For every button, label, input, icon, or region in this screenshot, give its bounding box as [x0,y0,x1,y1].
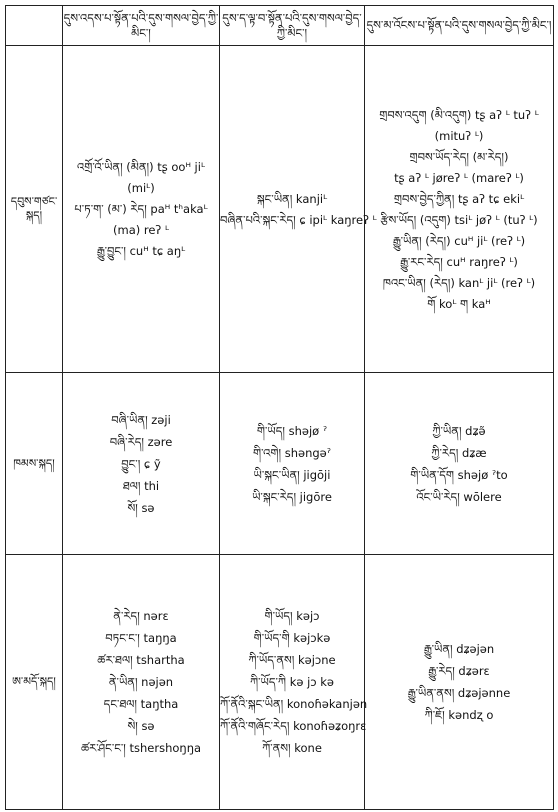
entry: སྐང་ཡིན། kanjiᴸ [256,191,328,206]
entry: (miᴸ) [127,181,155,195]
entry: བཞིན་པའི་སྐང་རེད། ɕ ipiᴸ kaŋreʔ ᴸ [220,212,377,227]
row-label-utsang: དབུས་གཙང་སྐད། [6,46,63,373]
entry: རྒྱུ་བྱུང་། cuᴴ tɕ aŋᴸ [96,244,186,258]
header-row [6,6,554,46]
entry: ཀི་ཡོད་ཀི kə jɔ kə [250,675,334,689]
entry: དང་ཐལ། taŋtha [103,697,179,711]
entry: ཚར་ཐལ། tshartha [97,653,185,667]
entry: སེ། sə [127,719,155,733]
cell-utsang-present [220,46,377,373]
entry: ཀི་ཡོད་ནས། kəjɔne [248,653,336,667]
entry: གོ koᴸ ག kaᴴ [427,296,491,311]
entry: ཡི་སྐང་རེད། jigōre [252,489,332,504]
entry: བཞི་རེད། zəre [109,434,173,449]
entry: ཀོ་ནོའི་གཞོང་རེད། konoɦəʑoŋrɛ [220,719,367,733]
entry: ཚར་ཤོང་ང་། tshershoŋŋa [80,741,202,755]
entry: གི་འགེ། shəngəˀ [253,445,331,460]
entry: ཀི་ཇོ། kəndʐ o [424,708,494,722]
entry: ནེ་རེད། nərɛ [113,609,169,623]
entry: ཀོ་ནས། kone [262,741,322,755]
header-past: དུས་འདས་པ་སྟོན་པའི་དུས་གསལ་བྱེད་ཀྱི་མིང་། [63,6,220,46]
entry: tʂ aʔ ᴸ jøreʔ ᴸ (mareʔ ᴸ) [394,170,524,185]
cell-kham-past [63,373,220,555]
row-kham [6,373,554,555]
cell-amdo-past [63,555,220,810]
corner-cell [6,6,63,46]
entry: ཀྱི་རེད། dʑæ [431,445,487,460]
entry: རྒྱུ་ཡིན། (རེད།) cuᴴ jiᴸ (reʔ ᴸ) [392,233,526,248]
entry: (ma) reʔ ᴸ [113,223,169,237]
entry: གི་ཡོད་གི kəjɔkə [253,631,331,645]
header-present: དུས་ད་ལྟ་བ་སྟོན་པའི་དུས་གསལ་བྱེད་ཀྱི་མིང་། [220,6,365,46]
entry: པ་ཏ་ག་ (མ་) རེད། paᴴ tʰakaᴸ [74,202,208,216]
cell-kham-future [365,373,554,555]
entry: གྲབས་ཡོད་རེད། (མ་རེད།) [409,149,509,164]
row-label-amdo: ཨ་མདོ་སྐད། [6,555,63,810]
entry: སོ། sə [127,500,155,515]
entry: ཡི་སྐང་ཡིན། jigōji [253,467,331,482]
entry: འོང་ཡི་རེད། wōlere [416,489,502,504]
tense-marker-table [5,5,554,810]
row-label-kham: ཁམས་སྐད། [6,373,63,555]
entry: རྒྱུ་ཡིན། dʑəjən [423,642,495,656]
entry: ནེ་ཡིན། nəjən [108,675,174,689]
cell-utsang-future [365,46,554,373]
cell-utsang-past [63,46,220,373]
entry: གྲབས་འདུག (མི་འདུག) tʂ aʔ ᴸ tuʔ ᴸ [379,107,539,122]
entry: རྒྱུ་རང་རེད། cuᴴ raŋreʔ ᴸ) [400,254,518,269]
entry: བཞི་ཡིན། zəji [111,412,171,427]
cell-amdo-present [220,555,368,810]
entry: གི་ཡོད། kəjɔ [264,609,320,623]
row-utsang [6,46,554,373]
entry: རྒྱུ་རེད། dʑərɛ [428,664,490,678]
row-amdo [6,555,554,810]
entry: རྩིས་ཡོད། (འདུག) tsiᴸ jøʔ ᴸ (tuʔ ᴸ) [380,212,538,227]
entry: ཀྱི་ཡིན། dʑə̃ [432,423,486,438]
entry: རྒྱུ་ཡིན་ནས། dʑəjənne [407,686,511,700]
entry: གི་ཡིན་དོག shəjø ˀto [410,467,508,482]
entry: གི་ཡོད། shəjø ˀ [256,423,328,438]
entry: ཁའང་ཡིན། (རེད།) kanᴸ jiᴸ (reʔ ᴸ) [382,275,536,290]
entry: (mituʔ ᴸ) [434,128,484,143]
cell-kham-present [220,373,365,555]
entry: བྱུང་། ɕ ỹ [121,456,161,471]
entry: ཐལ། thi [122,478,160,493]
header-future: དུས་མ་འོངས་པ་སྟོན་པའི་དུས་གསལ་བྱེད་ཀྱི་མིང་། [365,6,554,46]
entry: འགྲོ་འོ་ཡིན། (མིན།) tʂ ooᴴ jiᴸ [77,160,205,174]
cell-amdo-future [365,555,554,810]
entry: གྲབས་བྱེད་ཀྱིན། tʂ aʔ tɕ ekiᴸ [393,191,525,206]
entry: བཏང་ང་། taŋŋa [105,631,177,645]
entry: ཀོ་ནོའི་སྐང་ཡིན། konoɦəkanjən [220,697,368,711]
